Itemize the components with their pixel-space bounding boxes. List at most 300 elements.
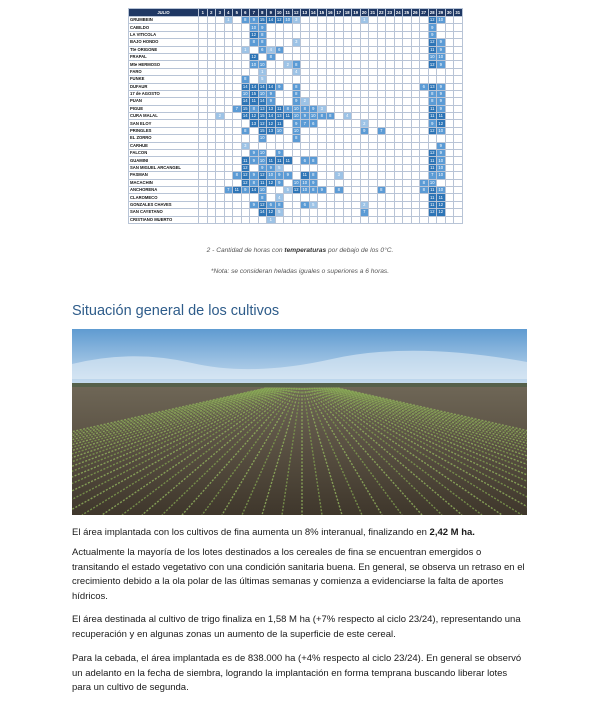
day-header: 10 bbox=[276, 9, 282, 15]
empty-cell bbox=[233, 142, 242, 149]
empty-cell bbox=[292, 164, 301, 171]
empty-cell bbox=[284, 83, 293, 90]
empty-cell bbox=[411, 150, 420, 157]
empty-cell bbox=[216, 216, 225, 223]
empty-cell bbox=[216, 157, 225, 164]
empty-cell bbox=[335, 68, 344, 75]
empty-cell bbox=[454, 83, 463, 90]
empty-cell bbox=[233, 179, 242, 186]
empty-cell bbox=[394, 194, 403, 201]
empty-cell bbox=[199, 24, 208, 31]
day-header: 25 bbox=[404, 9, 410, 15]
day-header: 12 bbox=[293, 9, 299, 15]
frost-hours-cell: 13 bbox=[429, 83, 435, 89]
empty-cell bbox=[445, 135, 454, 142]
empty-cell bbox=[454, 31, 463, 38]
empty-cell bbox=[420, 135, 429, 142]
empty-cell bbox=[199, 61, 208, 68]
empty-cell bbox=[275, 76, 284, 83]
frost-hours-cell: 15 bbox=[251, 91, 257, 97]
empty-cell bbox=[267, 142, 276, 149]
frost-hours-cell: 14 bbox=[268, 113, 274, 119]
empty-cell bbox=[454, 24, 463, 31]
frost-hours-cell: 11 bbox=[437, 113, 446, 120]
empty-cell bbox=[326, 172, 335, 179]
empty-cell bbox=[309, 150, 318, 157]
empty-cell bbox=[326, 105, 335, 112]
empty-cell bbox=[216, 24, 225, 31]
empty-cell bbox=[326, 68, 335, 75]
empty-cell bbox=[207, 135, 216, 142]
empty-cell bbox=[233, 68, 242, 75]
frost-hours-table bbox=[128, 8, 463, 224]
empty-cell bbox=[275, 39, 284, 46]
empty-cell bbox=[411, 53, 420, 60]
empty-cell bbox=[411, 186, 420, 193]
empty-cell bbox=[352, 83, 361, 90]
empty-cell bbox=[411, 83, 420, 90]
empty-cell bbox=[411, 39, 420, 46]
empty-cell bbox=[360, 68, 369, 75]
empty-cell bbox=[207, 142, 216, 149]
paragraph-barley: Para la cebada, el área implantada es de 838.000 ha (+4% respecto al ciclo 23/24). En general se observó un adelanto en la fecha de siembra, logrando la implantación en forma temprana buscando liberar lotes para un cultivo de segunda. bbox=[72, 653, 522, 694]
empty-cell bbox=[394, 201, 403, 208]
frost-hours-cell: 12 bbox=[438, 201, 444, 207]
empty-cell bbox=[411, 142, 420, 149]
empty-cell bbox=[343, 142, 352, 149]
table-row bbox=[129, 90, 463, 97]
empty-cell bbox=[343, 39, 352, 46]
empty-cell bbox=[343, 68, 352, 75]
frost-hours-cell: 13 bbox=[268, 128, 274, 134]
empty-cell bbox=[454, 39, 463, 46]
frost-hours-cell: 10 bbox=[438, 128, 444, 134]
frost-hours-cell: 9 bbox=[250, 201, 259, 208]
empty-cell bbox=[377, 120, 386, 127]
empty-cell bbox=[360, 90, 369, 97]
empty-cell bbox=[207, 76, 216, 83]
frost-hours-cell: 8 bbox=[258, 31, 267, 38]
empty-cell bbox=[437, 68, 446, 75]
frost-hours-cell: 2 bbox=[284, 61, 293, 68]
table-row bbox=[129, 105, 463, 112]
location-name: CURA MALAL bbox=[129, 113, 199, 120]
empty-cell bbox=[224, 31, 233, 38]
empty-cell bbox=[377, 61, 386, 68]
empty-cell bbox=[386, 24, 395, 31]
empty-cell bbox=[335, 135, 344, 142]
empty-cell bbox=[377, 172, 386, 179]
frost-hours-cell: 10 bbox=[259, 135, 265, 141]
empty-cell bbox=[454, 186, 463, 193]
empty-cell bbox=[318, 120, 327, 127]
empty-cell bbox=[394, 164, 403, 171]
empty-cell bbox=[199, 172, 208, 179]
empty-cell bbox=[394, 135, 403, 142]
empty-cell bbox=[343, 105, 352, 112]
frost-hours-cell: 9 bbox=[250, 172, 259, 179]
empty-cell bbox=[352, 186, 361, 193]
empty-cell bbox=[250, 68, 259, 75]
empty-cell bbox=[454, 68, 463, 75]
empty-cell bbox=[352, 24, 361, 31]
empty-cell bbox=[241, 120, 250, 127]
table-row bbox=[129, 172, 463, 179]
empty-cell bbox=[216, 17, 225, 24]
location-name: GONZALES CHAVES bbox=[129, 201, 199, 208]
frost-hours-cell: 11 bbox=[258, 179, 267, 186]
empty-cell bbox=[343, 120, 352, 127]
empty-cell bbox=[267, 194, 276, 201]
empty-cell bbox=[352, 120, 361, 127]
table-row bbox=[129, 127, 463, 134]
empty-cell bbox=[411, 105, 420, 112]
empty-cell bbox=[267, 186, 276, 193]
empty-cell bbox=[360, 179, 369, 186]
empty-cell bbox=[309, 68, 318, 75]
empty-cell bbox=[403, 194, 412, 201]
empty-cell bbox=[335, 194, 344, 201]
location-name: PUAN bbox=[129, 98, 199, 105]
frost-hours-cell: 10 bbox=[302, 179, 308, 185]
empty-cell bbox=[250, 46, 259, 53]
empty-cell bbox=[207, 68, 216, 75]
frost-hours-cell: 12 bbox=[429, 128, 435, 134]
empty-cell bbox=[326, 39, 335, 46]
frost-hours-cell: 9 bbox=[292, 120, 301, 127]
empty-cell bbox=[454, 120, 463, 127]
day-header: 19 bbox=[353, 9, 359, 15]
empty-cell bbox=[352, 46, 361, 53]
frost-hours-cell: 8 bbox=[309, 186, 318, 193]
empty-cell bbox=[428, 142, 437, 149]
empty-cell bbox=[199, 179, 208, 186]
frost-hours-cell: 9 bbox=[250, 150, 259, 157]
frost-hours-cell: 5 bbox=[258, 76, 267, 83]
location-name: SAN MIGUEL ARCANGEL bbox=[129, 164, 199, 171]
empty-cell bbox=[360, 150, 369, 157]
empty-cell bbox=[318, 39, 327, 46]
frost-hours-cell: 11 bbox=[428, 46, 437, 53]
empty-cell bbox=[445, 194, 454, 201]
empty-cell bbox=[343, 53, 352, 60]
frost-hours-cell: 8 bbox=[428, 90, 437, 97]
location-name: SAN CAYETANO bbox=[129, 209, 199, 216]
empty-cell bbox=[420, 46, 429, 53]
empty-cell bbox=[420, 201, 429, 208]
empty-cell bbox=[403, 209, 412, 216]
frost-hours-cell: 11 bbox=[428, 157, 437, 164]
frost-hours-cell: 8 bbox=[241, 76, 250, 83]
empty-cell bbox=[207, 83, 216, 90]
empty-cell bbox=[386, 61, 395, 68]
empty-cell bbox=[284, 39, 293, 46]
location-name: EL ZORRO bbox=[129, 135, 199, 142]
table-row bbox=[129, 68, 463, 75]
table-row bbox=[129, 142, 463, 149]
empty-cell bbox=[326, 83, 335, 90]
empty-cell bbox=[309, 142, 318, 149]
empty-cell bbox=[411, 172, 420, 179]
empty-cell bbox=[352, 179, 361, 186]
empty-cell bbox=[386, 98, 395, 105]
empty-cell bbox=[377, 142, 386, 149]
empty-cell bbox=[454, 194, 463, 201]
empty-cell bbox=[369, 157, 378, 164]
empty-cell bbox=[360, 142, 369, 149]
empty-cell bbox=[335, 113, 344, 120]
empty-cell bbox=[369, 127, 378, 134]
empty-cell bbox=[216, 127, 225, 134]
empty-cell bbox=[352, 150, 361, 157]
empty-cell bbox=[454, 90, 463, 97]
empty-cell bbox=[394, 83, 403, 90]
empty-cell bbox=[377, 53, 386, 60]
empty-cell bbox=[216, 76, 225, 83]
empty-cell bbox=[199, 76, 208, 83]
empty-cell bbox=[284, 150, 293, 157]
empty-cell bbox=[207, 157, 216, 164]
empty-cell bbox=[318, 194, 327, 201]
frost-hours-cell: 8 bbox=[233, 172, 242, 179]
frost-hours-cell: 5 bbox=[275, 209, 284, 216]
empty-cell bbox=[326, 186, 335, 193]
frost-hours-cell: 12 bbox=[429, 150, 435, 156]
empty-cell bbox=[199, 98, 208, 105]
empty-cell bbox=[377, 24, 386, 31]
empty-cell bbox=[233, 24, 242, 31]
empty-cell bbox=[318, 150, 327, 157]
empty-cell bbox=[326, 53, 335, 60]
empty-cell bbox=[216, 194, 225, 201]
empty-cell bbox=[377, 46, 386, 53]
empty-cell bbox=[411, 209, 420, 216]
empty-cell bbox=[360, 157, 369, 164]
empty-cell bbox=[233, 209, 242, 216]
empty-cell bbox=[335, 127, 344, 134]
empty-cell bbox=[335, 61, 344, 68]
empty-cell bbox=[207, 61, 216, 68]
empty-cell bbox=[216, 83, 225, 90]
empty-cell bbox=[403, 17, 412, 24]
empty-cell bbox=[233, 194, 242, 201]
empty-cell bbox=[292, 142, 301, 149]
frost-hours-cell: 10 bbox=[302, 187, 308, 193]
empty-cell bbox=[420, 90, 429, 97]
empty-cell bbox=[275, 216, 284, 223]
frost-hours-cell: 8 bbox=[309, 157, 318, 164]
frost-hours-cell: 11 bbox=[428, 113, 437, 120]
location-name: CLAROMECO bbox=[129, 194, 199, 201]
empty-cell bbox=[233, 135, 242, 142]
frost-hours-cell: 8 bbox=[428, 98, 437, 105]
frost-hours-cell: 10 bbox=[285, 17, 291, 23]
empty-cell bbox=[377, 105, 386, 112]
empty-cell bbox=[386, 142, 395, 149]
empty-cell bbox=[343, 98, 352, 105]
empty-cell bbox=[224, 53, 233, 60]
empty-cell bbox=[216, 120, 225, 127]
empty-cell bbox=[343, 24, 352, 31]
frost-hours-cell: 11 bbox=[428, 186, 437, 193]
empty-cell bbox=[437, 216, 446, 223]
empty-cell bbox=[454, 76, 463, 83]
empty-cell bbox=[267, 39, 276, 46]
location-name: CRISTIANO MUERTO bbox=[129, 216, 199, 223]
location-name: PASMAN bbox=[129, 172, 199, 179]
empty-cell bbox=[352, 135, 361, 142]
empty-cell bbox=[250, 76, 259, 83]
empty-cell bbox=[377, 113, 386, 120]
empty-cell bbox=[199, 105, 208, 112]
empty-cell bbox=[420, 113, 429, 120]
empty-cell bbox=[275, 61, 284, 68]
empty-cell bbox=[403, 179, 412, 186]
table-row bbox=[129, 216, 463, 223]
frost-hours-cell: 11 bbox=[241, 157, 250, 164]
empty-cell bbox=[420, 194, 429, 201]
empty-cell bbox=[420, 98, 429, 105]
empty-cell bbox=[420, 172, 429, 179]
location-name: FUNKE bbox=[129, 76, 199, 83]
empty-cell bbox=[386, 194, 395, 201]
empty-cell bbox=[216, 135, 225, 142]
empty-cell bbox=[335, 216, 344, 223]
empty-cell bbox=[377, 98, 386, 105]
empty-cell bbox=[199, 201, 208, 208]
frost-hours-cell: 8 bbox=[284, 105, 293, 112]
empty-cell bbox=[335, 201, 344, 208]
frost-hours-cell: 14 bbox=[251, 83, 257, 89]
frost-hours-cell: 11 bbox=[428, 164, 437, 171]
frost-hours-cell: 9 bbox=[258, 164, 267, 171]
day-header: 11 bbox=[284, 9, 293, 17]
empty-cell bbox=[318, 83, 327, 90]
empty-cell bbox=[454, 216, 463, 223]
frost-hours-cell: 10 bbox=[310, 113, 316, 119]
empty-cell bbox=[224, 201, 233, 208]
empty-cell bbox=[386, 31, 395, 38]
empty-cell bbox=[335, 31, 344, 38]
frost-hours-cell: 11 bbox=[275, 120, 284, 127]
empty-cell bbox=[386, 164, 395, 171]
empty-cell bbox=[284, 209, 293, 216]
empty-cell bbox=[335, 120, 344, 127]
frost-hours-cell: 4 bbox=[292, 68, 301, 75]
frost-hours-cell: 7 bbox=[428, 172, 437, 179]
frost-hours-cell: 11 bbox=[250, 98, 259, 105]
empty-cell bbox=[318, 76, 327, 83]
empty-cell bbox=[454, 135, 463, 142]
empty-cell bbox=[326, 209, 335, 216]
empty-cell bbox=[309, 53, 318, 60]
frost-hours-cell: 12 bbox=[429, 39, 435, 45]
empty-cell bbox=[207, 164, 216, 171]
table-row bbox=[129, 53, 463, 60]
empty-cell bbox=[352, 194, 361, 201]
frost-hours-cell: 11 bbox=[284, 157, 293, 164]
empty-cell bbox=[454, 113, 463, 120]
frost-hours-cell: 13 bbox=[268, 105, 274, 111]
frost-hours-cell: 13 bbox=[259, 105, 265, 111]
empty-cell bbox=[199, 135, 208, 142]
empty-cell bbox=[267, 61, 276, 68]
frost-hours-cell: 9 bbox=[428, 24, 437, 31]
empty-cell bbox=[224, 135, 233, 142]
empty-cell bbox=[241, 31, 250, 38]
empty-cell bbox=[318, 142, 327, 149]
frost-hours-cell: 14 bbox=[268, 17, 274, 23]
frost-hours-cell: 12 bbox=[251, 31, 257, 37]
frost-hours-cell: 11 bbox=[284, 113, 293, 120]
empty-cell bbox=[386, 46, 395, 53]
empty-cell bbox=[224, 98, 233, 105]
empty-cell bbox=[377, 209, 386, 216]
frost-hours-cell: 8 bbox=[292, 90, 301, 97]
empty-cell bbox=[335, 157, 344, 164]
empty-cell bbox=[267, 150, 276, 157]
empty-cell bbox=[454, 164, 463, 171]
empty-cell bbox=[199, 90, 208, 97]
empty-cell bbox=[301, 90, 310, 97]
frost-hours-cell: 12 bbox=[268, 209, 274, 215]
frost-hours-cell: 9 bbox=[360, 127, 369, 134]
empty-cell bbox=[224, 113, 233, 120]
empty-cell bbox=[233, 39, 242, 46]
empty-cell bbox=[275, 68, 284, 75]
empty-cell bbox=[207, 127, 216, 134]
empty-cell bbox=[394, 61, 403, 68]
empty-cell bbox=[207, 179, 216, 186]
frost-hours-cell: 8 bbox=[267, 53, 276, 60]
frost-hours-cell: 6 bbox=[301, 157, 310, 164]
empty-cell bbox=[360, 83, 369, 90]
empty-cell bbox=[301, 150, 310, 157]
frost-hours-cell: 12 bbox=[242, 165, 248, 170]
empty-cell bbox=[352, 113, 361, 120]
empty-cell bbox=[318, 172, 327, 179]
empty-cell bbox=[454, 201, 463, 208]
table-row bbox=[129, 39, 463, 46]
empty-cell bbox=[445, 46, 454, 53]
empty-cell bbox=[445, 24, 454, 31]
empty-cell bbox=[411, 90, 420, 97]
empty-cell bbox=[224, 24, 233, 31]
frost-hours-cell: 3 bbox=[241, 142, 250, 149]
frost-hours-cell: 6 bbox=[301, 201, 310, 208]
day-header: 18 bbox=[344, 9, 350, 15]
empty-cell bbox=[369, 120, 378, 127]
empty-cell bbox=[394, 150, 403, 157]
empty-cell bbox=[360, 186, 369, 193]
empty-cell bbox=[233, 53, 242, 60]
empty-cell bbox=[326, 98, 335, 105]
empty-cell bbox=[394, 31, 403, 38]
frost-hours-cell: 12 bbox=[268, 120, 274, 126]
empty-cell bbox=[326, 150, 335, 157]
frost-hours-cell: 10 bbox=[429, 54, 435, 60]
table-row bbox=[129, 164, 463, 171]
empty-cell bbox=[420, 17, 429, 24]
empty-cell bbox=[411, 76, 420, 83]
empty-cell bbox=[250, 142, 259, 149]
frost-hours-cell: 11 bbox=[275, 105, 284, 112]
empty-cell bbox=[326, 179, 335, 186]
frost-hours-cell: 8 bbox=[309, 172, 318, 179]
empty-cell bbox=[224, 216, 233, 223]
empty-cell bbox=[352, 61, 361, 68]
frost-hours-cell: 5 bbox=[275, 164, 284, 171]
